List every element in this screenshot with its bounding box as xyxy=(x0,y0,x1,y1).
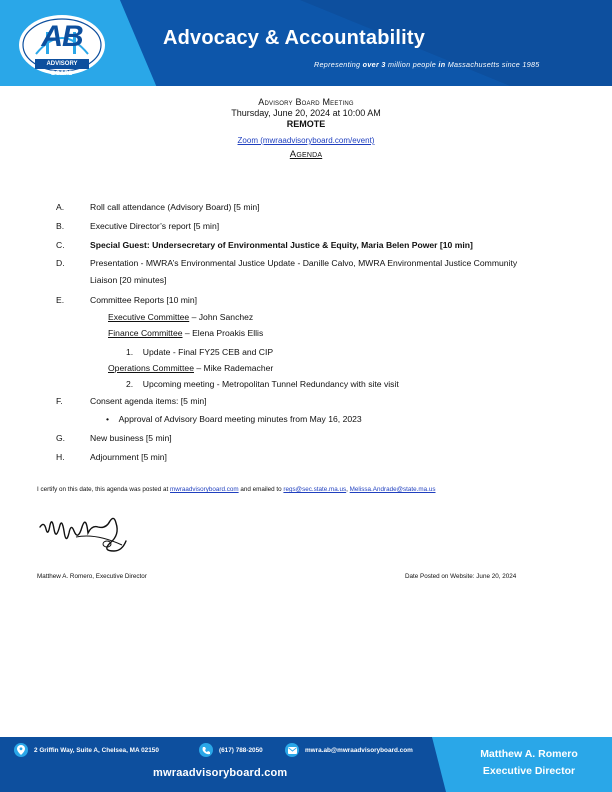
page-footer xyxy=(0,737,612,792)
finance-subitem: 1. Update - Final FY25 CEB and CIP xyxy=(126,347,274,357)
agenda-item-letter: G. xyxy=(56,433,66,443)
meeting-title-block xyxy=(0,97,612,160)
site-link[interactable]: mwraadvisoryboard.com xyxy=(170,486,239,493)
meeting-datetime: Thursday, June 20, 2024 at 10:00 AM xyxy=(231,108,381,118)
envelope-icon xyxy=(285,743,299,757)
header-title: Advocacy & Accountability xyxy=(163,27,426,49)
certification-statement: I certify on this date, this agenda was posted at mwraadvisoryboard.com and emailed to regs@sec.state.ma.us, Melissa.Andrade@state.ma.us xyxy=(37,486,436,493)
agenda-item-letter: E. xyxy=(56,295,65,305)
email-link-regs[interactable]: regs@sec.state.ma.us xyxy=(283,486,347,493)
footer-signature-panel xyxy=(446,737,612,792)
meeting-title: Advisory Board Meeting xyxy=(258,97,354,107)
agenda-item-text: Consent agenda items: [5 min] xyxy=(90,396,207,406)
logo-text: AB xyxy=(41,20,83,53)
consent-bullet-item: • Approval of Advisory Board meeting minutes from May 16, 2023 xyxy=(106,414,362,424)
page-header xyxy=(0,0,612,90)
header-tagline: Representing over 3 million people in Massachusetts since 1985 xyxy=(314,60,540,69)
logo-subtext: ADVISORY BOARD xyxy=(35,59,89,69)
agenda-item-text: Committee Reports [10 min] xyxy=(90,295,197,305)
agenda-item-letter: D. xyxy=(56,258,65,268)
agenda-item-letter: A. xyxy=(56,202,65,212)
committee-finance: Finance Committee – Elena Proakis Ellis xyxy=(108,328,264,338)
operations-subitem: 2. Upcoming meeting - Metropolitan Tunnel Redundancy with site visit xyxy=(126,379,399,389)
date-posted: Date Posted on Website: June 20, 2024 xyxy=(405,573,517,580)
footer-phone[interactable]: (617) 788-2050 xyxy=(199,743,263,757)
agenda-item-letter: C. xyxy=(56,240,65,250)
agenda-item-text: Adjournment [5 min] xyxy=(90,452,167,462)
committee-operations: Operations Committee – Mike Rademacher xyxy=(108,363,274,373)
footer-email[interactable]: mwra.ab@mwraadvisoryboard.com xyxy=(285,743,413,757)
agenda-heading: Agenda xyxy=(289,149,323,160)
agenda-item-text: New business [5 min] xyxy=(90,433,172,443)
agenda-item-text: Presentation - MWRA’s Environmental Justice Update - Danille Calvo, MWRA Environmental Justice Community Liaison [20 minutes] xyxy=(90,258,518,285)
advisory-board-logo xyxy=(18,14,106,76)
agenda-item-letter: B. xyxy=(56,221,65,231)
signature-image xyxy=(36,511,131,559)
agenda-item-text: Roll call attendance (Advisory Board) [5 min] xyxy=(90,202,260,212)
agenda-item-letter: F. xyxy=(56,396,63,406)
footer-name: Matthew A. Romero xyxy=(480,748,578,760)
footer-role: Executive Director xyxy=(482,765,576,777)
footer-website[interactable]: mwraadvisoryboard.com xyxy=(153,767,288,779)
footer-address: 2 Griffin Way, Suite A, Chelsea, MA 02150 xyxy=(14,743,159,757)
committee-executive: Executive Committee – John Sanchez xyxy=(108,312,254,322)
meeting-mode: REMOTE xyxy=(286,119,326,129)
location-pin-icon xyxy=(14,743,28,757)
agenda-item-text: Executive Director’s report [5 min] xyxy=(90,221,220,231)
email-link-andrade[interactable]: Melissa.Andrade@state.ma.us xyxy=(349,486,436,493)
signer-name: Matthew A. Romero, Executive Director xyxy=(37,573,147,580)
agenda-item-letter: H. xyxy=(56,452,65,462)
zoom-link[interactable]: Zoom (mwraadvisoryboard.com/event) xyxy=(237,136,375,145)
agenda-item-text: Special Guest: Undersecretary of Environmental Justice & Equity, Maria Belen Power [10 min] xyxy=(90,240,473,250)
phone-icon xyxy=(199,743,213,757)
